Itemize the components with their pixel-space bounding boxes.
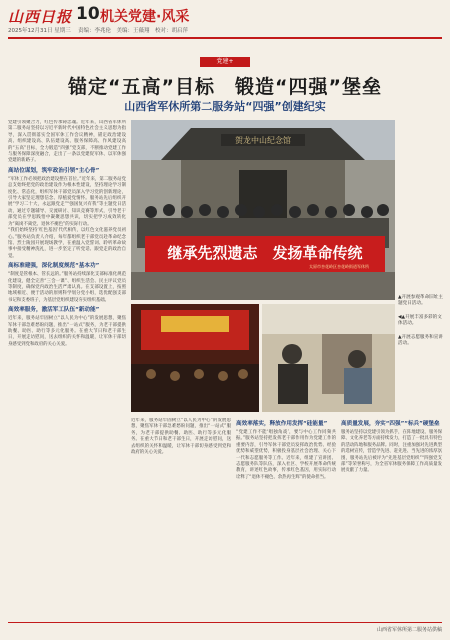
section-body-3-cont: 近年来，服务站牢固树立“以人民为中心”的发展思想，聚焦军休干部急难愁盼问题，推出“一站式”服务，为老干部提供助餐、助医、助行等多元化服务。在重大节日和老干部生日，开展走访慰问，送去组织的关怀和温暖，让军休干部切身感受到党和政府的关心关爱。 xyxy=(131,418,231,456)
section-body-2: “制度是管根本、管长远的。”服务站持续深化支部标准化规范化建设，健全完善“三会一课”、组织生活会、民主评议党员等制度，确保党内政治生活严肃认真。在支部设置上，按照地域相近、便于活动的原则科学划分党小组，选优配强支部书记和支委班子，为基层党组织建设夯实组织基础。 xyxy=(8,272,126,303)
section-heading-3: 高效率服务，激活军工队伍“新动能” xyxy=(8,307,100,314)
activity-photo-lecture xyxy=(262,304,395,412)
banner-small-text: 太原市杏花岭区杏花岭街道军休所 xyxy=(309,264,369,269)
group-photo xyxy=(131,120,395,300)
activity-photo-stage xyxy=(131,304,259,412)
article-intro: 党建引领聚合力，红色传承铸忠魂。近年来，山西省军休所第二服务站坚持以习近平新时代中国特色社会主义思想为指导，深入贯彻落实全国军休工作会议精神，锚定政治建设高、组织建设高、队伍建设高、服务保障高、作风建设高的“五高”目标，全力锻造“四强”党支部，不断推动党建工作与服务保障深度融合，走出了一条以党建促军休、以军休强党建的新路子。 xyxy=(8,120,126,164)
header-rule xyxy=(8,37,442,39)
subheadline: 山西省军休所第二服务站“四强”创建纪实 xyxy=(124,100,326,113)
section-body-1: “军休工作必须把政治建设摆在首位。”近年来，第二服务站党总支始终把党的政治建设作为根本性建设，坚持理论学习制度化、常态化，组织军休干部党员深入学习党的创新理论，引导大家坚定理想信念、厚植爱党情怀。服务站先后组织开展“学习二十大，永远跟党走”“强国复兴有我”等主题党日活动，通过专题辅导、交流研讨、知识竞赛等形式，引导老干部党员在学思践悟中凝聚思想共识，切实把学习成效转化为“离岗不离党、退休不褪色”的实际行动。 xyxy=(8,176,126,227)
section-body-1b: “我们始终坚持‘红色基因’代代相传，以红色文化滋养党员初心。”服务站负责人介绍，每年都组织老干部党员赴革命纪念馆、烈士陵园开展现场教学，在重温入党誓词、聆听革命故事中接受精神洗礼，进一步坚定了听党话、跟党走的政治自觉。 xyxy=(8,228,126,259)
section-body-4: “党建工作不能‘唱独角戏’，要与中心工作同频共振。”服务站坚持把发挥老干部作用作为党建工作的重要内容，引导军休干部党员发挥政治优势、经验优势和威望优势，积极投身基层社会治理、关心下一代和志愿服务等工作。近年来，组建了宣讲团、志愿服务队等队伍，深入社区、学校开展革命传统教育，讲述红色故事，传承红色基因，用实际行动诠释了“退休不褪色、余热再生辉”的使命担当。 xyxy=(236,430,336,480)
banner-text: 继承先烈遗志 发扬革命传统 xyxy=(167,244,363,262)
caption-3: ▲开展志愿服务和宣讲活动。 xyxy=(398,335,443,346)
section-heading-2: 高标准建强，深化制度规范“基本功” xyxy=(8,263,100,270)
stage-photo-image xyxy=(131,304,259,412)
section-body-5: 服务站坚持以党建引领为抓手，在阵地建设、服务保障、文化养老等方面持续发力，打造了一批具有特色的活动阵地和服务品牌。同时，注重加强对先进典型的选树宣传，营造学先进、赶先进、当先进的浓厚氛围，服务站先后被评为“先进基层党组织”“四强党支部”等荣誉称号，为全省军休服务保障工作高质量发展贡献了力量。 xyxy=(341,430,442,474)
section-heading-1: 高站位谋划，筑牢政治引领“主心骨” xyxy=(8,167,100,174)
group-photo-image xyxy=(131,120,395,300)
footer-credit: 山西省军休所第二服务站供稿 xyxy=(376,627,442,633)
footer xyxy=(8,626,442,636)
page-number: 10 xyxy=(76,4,100,24)
section-body-3: 近年来，服务站牢固树立“以人民为中心”的发展思想，聚焦军休干部急难愁盼问题，推出“一站式”服务，为老干部提供助餐、助医、助行等多元化服务。在重大节日和老干部生日，开展走访慰问，送去组织的关怀和温暖，让军休干部切身感受到党和政府的关心关爱。 xyxy=(8,316,126,347)
memorial-sign: 贺龙中山纪念馆 xyxy=(235,136,291,145)
article-column-left xyxy=(8,120,126,610)
masthead xyxy=(8,4,442,36)
issue-info: 2025年12月31日 星期三 责编：李兆伦 美编：王薇翔 校对：胡启萍 xyxy=(8,28,188,34)
article-column-mid xyxy=(131,418,231,618)
article-column-mid2 xyxy=(236,418,336,618)
photo-captions xyxy=(398,295,444,355)
section-heading-4: 高效率落实，释放作用发挥“硅能量” xyxy=(236,421,328,427)
headline: 锚定“五高”目标 锻造“四强”堡垒 xyxy=(68,76,382,98)
section-title: 机关党建·风采 xyxy=(100,9,190,25)
caption-1: ▲开展参观革命旧址主题党日活动。 xyxy=(398,295,443,306)
footer-rule xyxy=(8,622,442,623)
lecture-photo-image xyxy=(262,304,395,412)
column-tag: 党建+ xyxy=(200,57,250,67)
section-heading-5: 高质量发展，夯实“四强”“标兵”硬堡垒 xyxy=(341,421,440,427)
newspaper-logo: 山西日报 xyxy=(8,8,73,26)
caption-2: ◀▲开展丰富多彩的文体活动。 xyxy=(398,315,442,326)
article-column-right xyxy=(341,418,442,618)
